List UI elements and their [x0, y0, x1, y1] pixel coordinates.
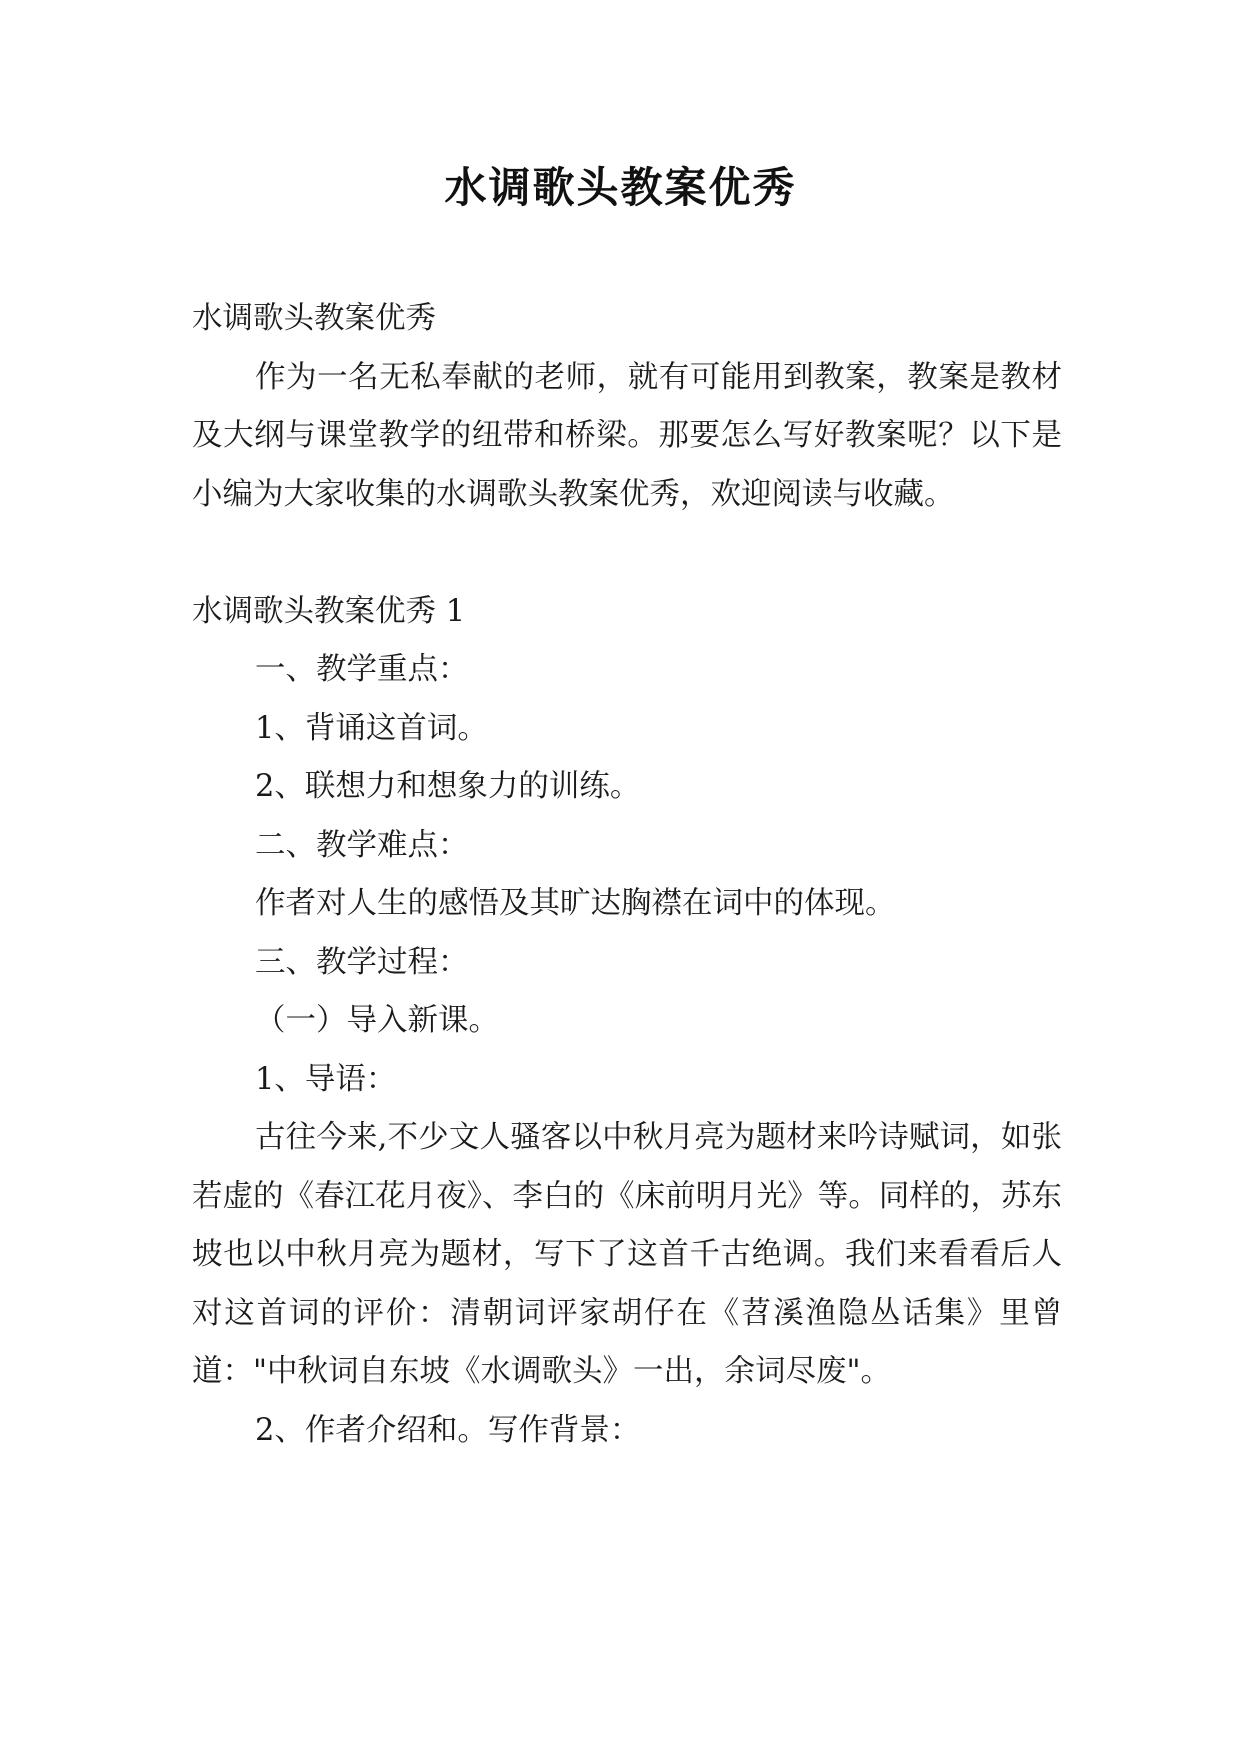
- paragraph-key-point-2: 2、联想力和想象力的训练。: [255, 769, 641, 804]
- paragraph-difficulty-heading: 二、教学难点：: [255, 827, 469, 863]
- paragraph-intro-lesson: （一）导入新课。: [255, 1003, 499, 1038]
- document-title: 水调歌头教案优秀: [444, 163, 797, 212]
- paragraph-spacer: [192, 524, 1062, 583]
- paragraph-key-point-1: 1、背诵这首词。: [255, 710, 488, 746]
- paragraph-heading: 水调歌头教案优秀: [192, 301, 436, 336]
- paragraph-difficulty: 作者对人生的感悟及其旷达胸襟在词中的体现。: [255, 886, 896, 921]
- paragraph-author-background: 2、作者介绍和。写作背景：: [255, 1412, 641, 1448]
- paragraph-section-heading: 水调歌头教案优秀 1: [192, 593, 466, 629]
- paragraph-intro: 作为一名无私奉献的老师，就有可能用到教案，教案是教材及大纲与课堂教学的纽带和桥梁。那要怎么写好教案呢？以下是小编为大家收集的水调歌头教案优秀，欢迎阅读与收藏。: [192, 359, 1062, 512]
- document-body: [192, 290, 1062, 1460]
- paragraph-process-heading: 三、教学过程：: [255, 944, 469, 980]
- paragraph-key-points-heading: 一、教学重点：: [255, 652, 469, 687]
- paragraph-lead-in-text: 古往今来,不少文人骚客以中秋月亮为题材来吟诗赋词，如张若虚的《春江花月夜》、李白的《床前明月光》等。同样的，苏东坡也以中秋月亮为题材，写下了这首千古绝调。我们来看看后人对这首词的评价：清朝词评家胡仔在《苕溪渔隐丛话集》里曾道："中秋词自东坡《水调歌头》一出，余词尽废"。: [192, 1120, 1062, 1389]
- paragraph-lead-in: 1、导语：: [255, 1061, 397, 1097]
